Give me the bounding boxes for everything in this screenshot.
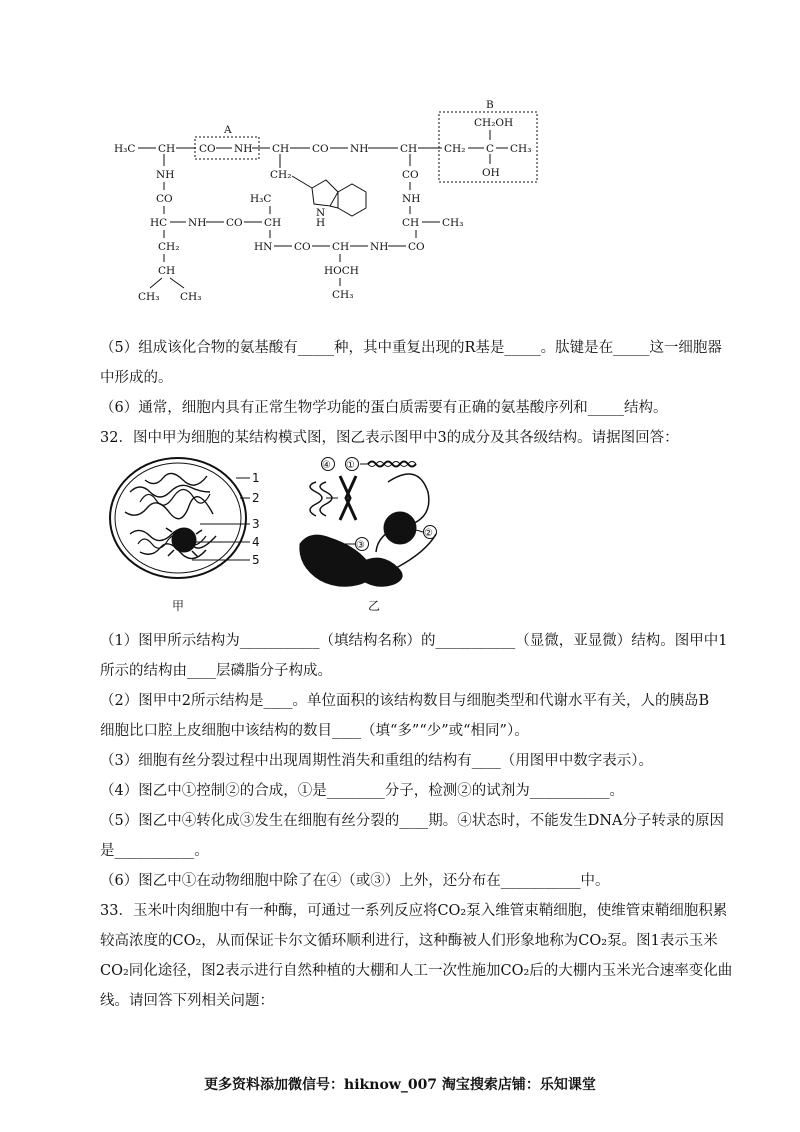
jia-caption: 甲 <box>172 599 185 613</box>
bot-ch: CH <box>332 241 350 253</box>
jia-label-5: 5 <box>252 553 260 567</box>
row1-nh-1: NH <box>234 143 253 155</box>
label-a: A <box>224 124 232 136</box>
yi-caption: 乙 <box>368 599 381 613</box>
jia-label-1: 1 <box>252 471 260 485</box>
q33-line2: 较高浓度的CO₂，从而保证卡尔文循环顺利进行，这种酶被人们形象地称为CO₂泵。图1表示玉米 <box>100 933 718 949</box>
q32-5-line1: （5）图乙中④转化成③发生在细胞有丝分裂的____期。④状态时，不能发生DNA分子转录的原因 <box>100 813 725 829</box>
q31-5-line2: 中形成的。 <box>100 370 173 386</box>
jia-label-3: 3 <box>252 517 260 531</box>
mid-h3c: H₃C <box>250 193 272 205</box>
q33-line3: CO₂同化途径，图2表示进行自然种植的大棚和人工一次性施加CO₂后的大棚内玉米光合速率变化曲 <box>100 963 733 979</box>
right-co: CO <box>402 169 419 181</box>
bot-hoch: HOCH <box>324 265 359 277</box>
trp-n: N <box>316 207 326 219</box>
label-b: B <box>486 99 494 111</box>
bot-hn: HN <box>254 241 273 253</box>
q33-line1: 33．玉米叶肉细胞中有一种酶，可通过一系列反应将CO₂泵入维管束鞘细胞，使维管束鞘细胞积累 <box>100 903 728 919</box>
left-ch2: CH₂ <box>158 241 180 253</box>
row1-co-1: CO <box>199 143 216 155</box>
right-ch: CH <box>402 217 420 229</box>
yi-circ-4: ④ <box>322 460 331 471</box>
bot-co: CO <box>294 241 311 253</box>
cell-nucleus-figure <box>100 452 450 617</box>
jia-label-4: 4 <box>252 535 260 549</box>
row1-ch3: CH₃ <box>510 143 532 155</box>
b-oh: OH <box>482 167 500 179</box>
q32-1-line1: （1）图甲所示结构为___________（填结构名称）的___________（显微，亚显微）结构。图甲中1 <box>100 633 728 649</box>
left-hc: HC <box>150 217 168 229</box>
row1-ch-2: CH <box>272 143 290 155</box>
left-ch3-a: CH₃ <box>138 291 160 303</box>
trp-h: H <box>316 217 326 229</box>
left-nh: NH <box>156 169 175 181</box>
q32-2-line1: （2）图甲中2所示结构是____。单位面积的该结构数目与细胞类型和代谢水平有关，人的胰岛B <box>100 693 710 709</box>
figure-yi <box>300 458 437 614</box>
mid-co: CO <box>226 217 243 229</box>
row1-ch-1: CH <box>158 143 176 155</box>
q33-line4: 线。请回答下列相关问题： <box>100 993 274 1009</box>
row1-h3c: H₃C <box>114 143 136 155</box>
left-co: CO <box>156 193 173 205</box>
figure-jia <box>110 458 260 613</box>
q32-5-line2: 是___________。 <box>100 843 209 859</box>
q32-1-line2: 所示的结构由____层磷脂分子构成。 <box>100 663 332 679</box>
yi-circ-3: ③ <box>356 540 365 551</box>
yi-circ-1: ① <box>346 460 355 471</box>
q32-stem: 32．图中甲为细胞的某结构模式图，图乙表示图甲中3的成分及其各级结构。请据图回答： <box>100 430 679 446</box>
row1-nh-2: NH <box>350 143 369 155</box>
row1-co-2: CO <box>312 143 329 155</box>
left-ch3-b: CH₃ <box>180 291 202 303</box>
right-ch3: CH₃ <box>442 217 464 229</box>
mid-nh: NH <box>188 217 207 229</box>
page-footer: 更多资料添加微信号：hiknow_007 淘宝搜索店铺：乐知课堂 <box>204 1077 596 1093</box>
q32-3: （3）细胞有丝分裂过程中出现周期性消失和重组的结构有____（用图甲中数字表示）。 <box>100 753 653 769</box>
jia-label-2: 2 <box>252 491 260 505</box>
row1-ch-3: CH <box>400 143 418 155</box>
mid-ch: CH <box>264 217 282 229</box>
yi-circ-2: ② <box>424 528 433 539</box>
q31-6: （6）通常，细胞内具有正常生物学功能的蛋白质需要有正确的氨基酸序列和_____结构。 <box>100 400 668 416</box>
row1-ch2: CH₂ <box>444 143 466 155</box>
trp-ch2: CH₂ <box>270 169 292 181</box>
q32-6: （6）图乙中①在动物细胞中除了在④（或③）上外，还分布在___________中。 <box>100 873 610 889</box>
bot-nh: NH <box>370 241 389 253</box>
bot-co-2: CO <box>408 241 425 253</box>
q32-2-line2: 细胞比口腔上皮细胞中该结构的数目____（填“多”“少”或“相同”）。 <box>100 723 529 739</box>
left-ch: CH <box>158 265 176 277</box>
bot-ch3: CH₃ <box>332 289 354 301</box>
b-ch2oh: CH₂OH <box>474 117 514 129</box>
right-nh: NH <box>402 193 421 205</box>
peptide-structure-diagram <box>100 92 560 310</box>
row1-c: C <box>486 143 495 155</box>
q31-5-line1: （5）组成该化合物的氨基酸有_____种，其中重复出现的R基是_____。肽键是在_____这一细胞器 <box>100 340 722 356</box>
q32-4: （4）图乙中①控制②的合成，①是________分子，检测②的试剂为___________。 <box>100 783 624 799</box>
